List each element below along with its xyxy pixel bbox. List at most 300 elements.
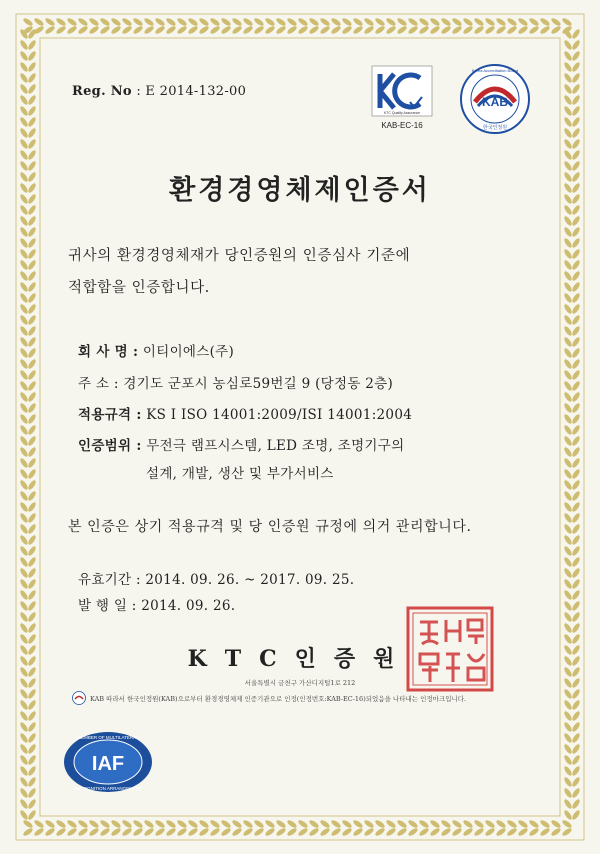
laurel-leaf [121,827,133,837]
laurel-leaf [571,578,581,590]
laurel-leaf [563,688,573,700]
laurel-leaf [19,369,29,381]
laurel-leaf [27,72,37,84]
laurel-leaf [473,819,485,829]
laurel-leaf [19,545,29,557]
laurel-leaf [563,292,573,304]
laurel-leaf [19,325,29,337]
laurel-leaf [198,17,210,27]
laurel-leaf [19,765,29,777]
kc-quality-logo [370,64,434,134]
laurel-leaf [363,827,375,837]
laurel-leaf [484,25,496,35]
laurel-leaf [176,17,188,27]
laurel-leaf [27,501,37,513]
laurel-leaf [27,83,37,95]
laurel-leaf [264,25,276,35]
laurel-leaf [563,149,573,161]
laurel-leaf [330,25,342,35]
laurel-leaf [484,819,496,829]
laurel-leaf [563,39,573,51]
laurel-leaf [563,347,573,359]
laurel-leaf [407,819,419,829]
laurel-leaf [19,402,29,414]
issue-date-value: 2014. 09. 26. [141,598,236,614]
laurel-leaf [33,17,45,27]
laurel-leaf [187,827,199,837]
laurel-leaf [19,105,29,117]
laurel-leaf [363,25,375,35]
laurel-leaf [44,25,56,35]
laurel-leaf [19,688,29,700]
laurel-leaf [563,369,573,381]
laurel-leaf [27,424,37,436]
laurel-leaf [264,819,276,829]
laurel-leaf [571,226,581,238]
scope-field-line-2 [146,462,334,482]
laurel-leaf [19,72,29,84]
laurel-leaf [563,226,573,238]
laurel-leaf [198,25,210,35]
laurel-leaf [27,336,37,348]
laurel-leaf [27,259,37,271]
laurel-leaf [563,600,573,612]
laurel-leaf [27,314,37,326]
laurel-leaf [19,556,29,568]
laurel-leaf [27,380,37,392]
laurel-leaf [506,819,518,829]
laurel-leaf [19,523,29,535]
laurel-leaf [19,270,29,282]
iaf-logo [60,728,156,796]
laurel-leaf [19,336,29,348]
laurel-leaf [429,17,441,27]
laurel-leaf [571,512,581,524]
laurel-leaf [27,699,37,711]
laurel-leaf [220,819,232,829]
laurel-leaf [27,149,37,161]
laurel-leaf [571,28,581,40]
laurel-leaf [517,827,529,837]
laurel-leaf [19,94,29,106]
laurel-leaf [451,25,463,35]
laurel-leaf [19,710,29,722]
laurel-leaf [220,25,232,35]
laurel-leaf [27,578,37,590]
laurel-leaf [19,567,29,579]
laurel-leaf [27,556,37,568]
laurel-leaf [484,827,496,837]
laurel-leaf [55,827,67,837]
laurel-leaf [66,17,78,27]
laurel-leaf [19,732,29,744]
laurel-leaf [341,25,353,35]
laurel-leaf [563,457,573,469]
laurel-leaf [407,25,419,35]
laurel-leaf [154,819,166,829]
laurel-leaf [176,819,188,829]
laurel-leaf [99,827,111,837]
laurel-leaf [561,827,573,837]
laurel-leaf [27,787,37,799]
laurel-leaf [27,138,37,150]
laurel-leaf [176,827,188,837]
laurel-leaf [571,50,581,62]
laurel-leaf [286,25,298,35]
laurel-leaf [571,787,581,799]
laurel-leaf [27,534,37,546]
laurel-leaf [19,534,29,546]
laurel-leaf [495,819,507,829]
laurel-leaf [19,446,29,458]
kc-text: KTC Quality Assurance [383,111,421,115]
laurel-leaf [27,292,37,304]
laurel-leaf [539,827,551,837]
laurel-leaf [571,501,581,513]
laurel-leaf [563,721,573,733]
reg-label: Reg. No [72,84,132,99]
laurel-leaf [286,827,298,837]
laurel-leaf [440,827,452,837]
laurel-leaf [143,819,155,829]
laurel-leaf [44,827,56,837]
laurel-leaf [55,17,67,27]
laurel-leaf [571,468,581,480]
laurel-leaf [19,314,29,326]
laurel-leaf [66,827,78,837]
laurel-leaf [563,512,573,524]
laurel-leaf [27,347,37,359]
laurel-leaf [27,435,37,447]
laurel-leaf [19,754,29,766]
standard-label: 적용규격 : [78,407,142,423]
laurel-leaf [198,827,210,837]
laurel-leaf [220,827,232,837]
issue-date-label: 발 행 일 : [78,598,137,614]
laurel-leaf [571,149,581,161]
registration-number [72,84,246,99]
laurel-leaf [110,819,122,829]
laurel-leaf [19,435,29,447]
laurel-leaf [27,776,37,788]
laurel-leaf [352,25,364,35]
accreditation-note: KAB 따라서 한국인정원(KAB)으로부터 환경경영체제 인증기관으로 인정(인정번호:KAB-EC-16)되었음을 나타내는 인정마크입니다. [90,695,467,703]
laurel-leaf [132,25,144,35]
laurel-leaf [88,827,100,837]
laurel-leaf [571,743,581,755]
laurel-leaf [27,446,37,458]
laurel-leaf [571,699,581,711]
laurel-leaf [506,827,518,837]
laurel-leaf [517,819,529,829]
laurel-leaf [27,50,37,62]
laurel-leaf [19,490,29,502]
kab-ring-bottom: 한국인정원 [482,125,508,131]
laurel-leaf [571,479,581,491]
reg-value: : E 2014-132-00 [136,84,247,99]
laurel-leaf [27,281,37,293]
laurel-leaf [571,380,581,392]
laurel-leaf [110,25,122,35]
laurel-leaf [27,479,37,491]
management-note: 본 인증은 상기 적용규격 및 당 인증원 규정에 의거 관리합니다. [68,519,472,535]
laurel-leaf [563,798,573,810]
laurel-leaf [286,819,298,829]
laurel-leaf [396,819,408,829]
laurel-leaf [561,17,573,27]
laurel-leaf [440,819,452,829]
laurel-leaf [385,827,397,837]
laurel-leaf [308,827,320,837]
laurel-leaf [19,424,29,436]
laurel-leaf [27,710,37,722]
laurel-leaf [374,25,386,35]
laurel-leaf [563,270,573,282]
kab-name: KAB [482,95,508,109]
laurel-leaf [22,17,34,27]
laurel-leaf [77,25,89,35]
laurel-leaf [27,369,37,381]
laurel-leaf [297,25,309,35]
laurel-leaf [563,468,573,480]
laurel-leaf [231,17,243,27]
laurel-leaf [253,17,265,27]
laurel-leaf [385,819,397,829]
laurel-leaf [88,17,100,27]
laurel-leaf [563,523,573,535]
laurel-leaf [27,732,37,744]
laurel-leaf [563,490,573,502]
laurel-leaf [44,17,56,27]
address-value: 경기도 군포시 농심로59번길 9 (당정동 2층) [123,376,394,392]
laurel-leaf [27,215,37,227]
laurel-leaf [563,754,573,766]
laurel-leaf [571,325,581,337]
laurel-leaf [154,25,166,35]
iaf-ring-top: MEMBER OF MULTILATERAL [77,735,139,740]
laurel-leaf [473,25,485,35]
laurel-leaf [571,754,581,766]
laurel-leaf [571,281,581,293]
laurel-leaf [27,61,37,73]
laurel-leaf [563,116,573,128]
laurel-leaf [319,25,331,35]
laurel-leaf [19,237,29,249]
laurel-leaf [418,25,430,35]
laurel-leaf [27,589,37,601]
certificate-title: 환경경영체제인증서 [169,175,431,206]
laurel-leaf [407,827,419,837]
laurel-leaf [341,17,353,27]
laurel-leaf [563,50,573,62]
laurel-leaf [396,17,408,27]
laurel-leaf [462,17,474,27]
laurel-leaf [27,688,37,700]
laurel-leaf [418,819,430,829]
laurel-leaf [563,556,573,568]
laurel-leaf [27,127,37,139]
laurel-leaf [209,25,221,35]
laurel-leaf [563,248,573,260]
laurel-leaf [27,358,37,370]
laurel-leaf [563,281,573,293]
laurel-leaf [19,292,29,304]
laurel-leaf [88,819,100,829]
laurel-leaf [19,149,29,161]
laurel-leaf [27,391,37,403]
laurel-leaf [571,457,581,469]
laurel-leaf [396,25,408,35]
laurel-leaf [231,819,243,829]
laurel-leaf [27,743,37,755]
laurel-leaf [308,819,320,829]
laurel-leaf [19,61,29,73]
laurel-leaf [19,39,29,51]
laurel-leaf [363,819,375,829]
laurel-leaf [231,827,243,837]
laurel-leaf [27,457,37,469]
laurel-leaf [341,827,353,837]
statement-line-1: 귀사의 환경경영체재가 당인증원의 인증심사 기준에 [68,248,411,264]
laurel-leaf [539,17,551,27]
laurel-leaf [563,710,573,722]
issue-date-field [78,594,235,614]
laurel-leaf [27,754,37,766]
laurel-leaf [539,819,551,829]
laurel-leaf [165,827,177,837]
laurel-leaf [550,25,562,35]
laurel-leaf [27,303,37,315]
laurel-leaf [571,94,581,106]
laurel-leaf [27,94,37,106]
laurel-leaf [571,105,581,117]
laurel-leaf [27,413,37,425]
laurel-leaf [571,402,581,414]
laurel-leaf [19,281,29,293]
laurel-leaf [374,17,386,27]
laurel-leaf [27,226,37,238]
laurel-leaf [571,303,581,315]
laurel-leaf [330,17,342,27]
laurel-leaf [571,490,581,502]
laurel-leaf [19,413,29,425]
laurel-leaf [571,72,581,84]
laurel-leaf [154,17,166,27]
laurel-leaf [55,819,67,829]
laurel-leaf [374,827,386,837]
laurel-leaf [571,435,581,447]
laurel-leaf [462,819,474,829]
laurel-leaf [563,435,573,447]
laurel-leaf [440,25,452,35]
laurel-leaf [19,809,29,821]
laurel-leaf [33,827,45,837]
laurel-leaf [352,827,364,837]
laurel-leaf [563,138,573,150]
laurel-leaf [539,25,551,35]
laurel-leaf [27,468,37,480]
laurel-leaf [563,325,573,337]
statement-line-2: 적합함을 인증합니다. [68,280,210,296]
laurel-leaf [563,732,573,744]
laurel-leaf [571,809,581,821]
laurel-leaf [27,490,37,502]
laurel-leaf [563,402,573,414]
laurel-leaf [275,17,287,27]
laurel-leaf [264,17,276,27]
laurel-leaf [571,336,581,348]
laurel-leaf [563,413,573,425]
laurel-leaf [19,787,29,799]
laurel-leaf [308,25,320,35]
laurel-leaf [571,622,581,634]
laurel-leaf [209,17,221,27]
laurel-leaf [110,827,122,837]
laurel-leaf [495,827,507,837]
laurel-leaf [396,827,408,837]
laurel-leaf [563,358,573,370]
laurel-leaf [121,819,133,829]
laurel-leaf [22,827,34,837]
laurel-leaf [242,819,254,829]
laurel-leaf [27,809,37,821]
laurel-leaf [132,17,144,27]
laurel-leaf [27,325,37,337]
laurel-leaf [27,798,37,810]
laurel-leaf [121,17,133,27]
laurel-leaf [19,116,29,128]
laurel-leaf [571,798,581,810]
laurel-leaf [19,259,29,271]
laurel-leaf [27,237,37,249]
laurel-leaf [77,827,89,837]
laurel-leaf [19,127,29,139]
laurel-leaf [563,237,573,249]
laurel-leaf [187,25,199,35]
laurel-leaf [563,743,573,755]
laurel-leaf [19,600,29,612]
company-field [78,340,234,360]
laurel-leaf [198,819,210,829]
laurel-leaf [66,25,78,35]
laurel-leaf [319,827,331,837]
laurel-leaf [563,314,573,326]
laurel-leaf [319,17,331,27]
laurel-leaf [571,237,581,249]
laurel-leaf [571,710,581,722]
laurel-leaf [571,314,581,326]
laurel-leaf [27,611,37,623]
laurel-leaf [385,25,397,35]
company-value: 이티이에스(주) [142,344,235,360]
laurel-leaf [571,347,581,359]
laurel-leaf [528,819,540,829]
laurel-leaf [517,17,529,27]
standard-field [78,403,412,423]
laurel-leaf [330,827,342,837]
address-label: 주 소 : [78,376,119,392]
laurel-leaf [451,17,463,27]
laurel-leaf [563,303,573,315]
laurel-leaf [27,721,37,733]
laurel-leaf [563,567,573,579]
laurel-leaf [563,611,573,623]
laurel-leaf [19,622,29,634]
laurel-leaf [19,743,29,755]
laurel-leaf [563,622,573,634]
laurel-leaf [571,138,581,150]
laurel-leaf [253,827,265,837]
